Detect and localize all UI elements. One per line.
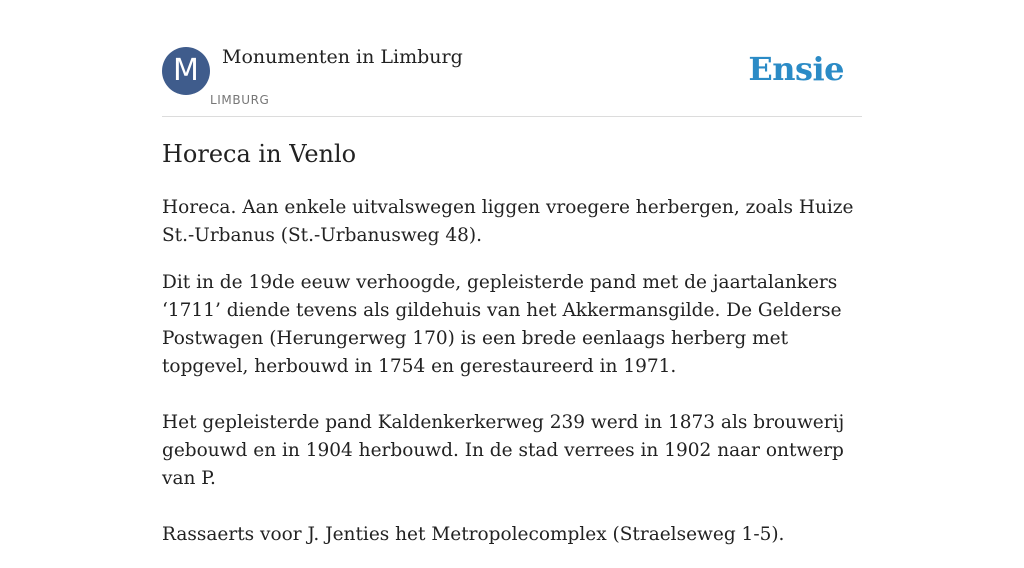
page	[162, 0, 862, 545]
header	[162, 0, 862, 117]
paragraph-2: Dit in de 19de eeuw verhoogde, gepleisterde pand met de jaartalankers ‘1711’ diende tevens als gildehuis van het Akkermansgilde. De Gelderse Postwagen (Herungerweg 170) is een brede eenlaags herberg met topgevel, herbouwd in 1754 en gerestaureerd in 1971.	[162, 272, 842, 377]
brand-logo[interactable]: Ensie	[748, 50, 844, 88]
paragraph-1: Horeca. Aan enkele uitvalswegen liggen vroegere herbergen, zoals Huize St.-Urbanus (St.-Urbanusweg 48).	[162, 197, 854, 246]
paragraph-3: Het gepleisterde pand Kaldenkerkerweg 239 werd in 1873 als brouwerij gebouwd en in 1904 herbouwd. In de stad verrees in 1902 naar ontwerp van P.	[162, 412, 845, 489]
avatar[interactable]: M	[162, 47, 210, 95]
site-subtitle[interactable]: LIMBURG	[210, 93, 270, 107]
article-title: Horeca in Venlo	[162, 140, 357, 168]
paragraph-4: Rassaerts voor J. Jenties het Metropolecomplex (Straelseweg 1-5).	[162, 524, 785, 545]
site-title[interactable]: Monumenten in Limburg	[222, 46, 463, 68]
